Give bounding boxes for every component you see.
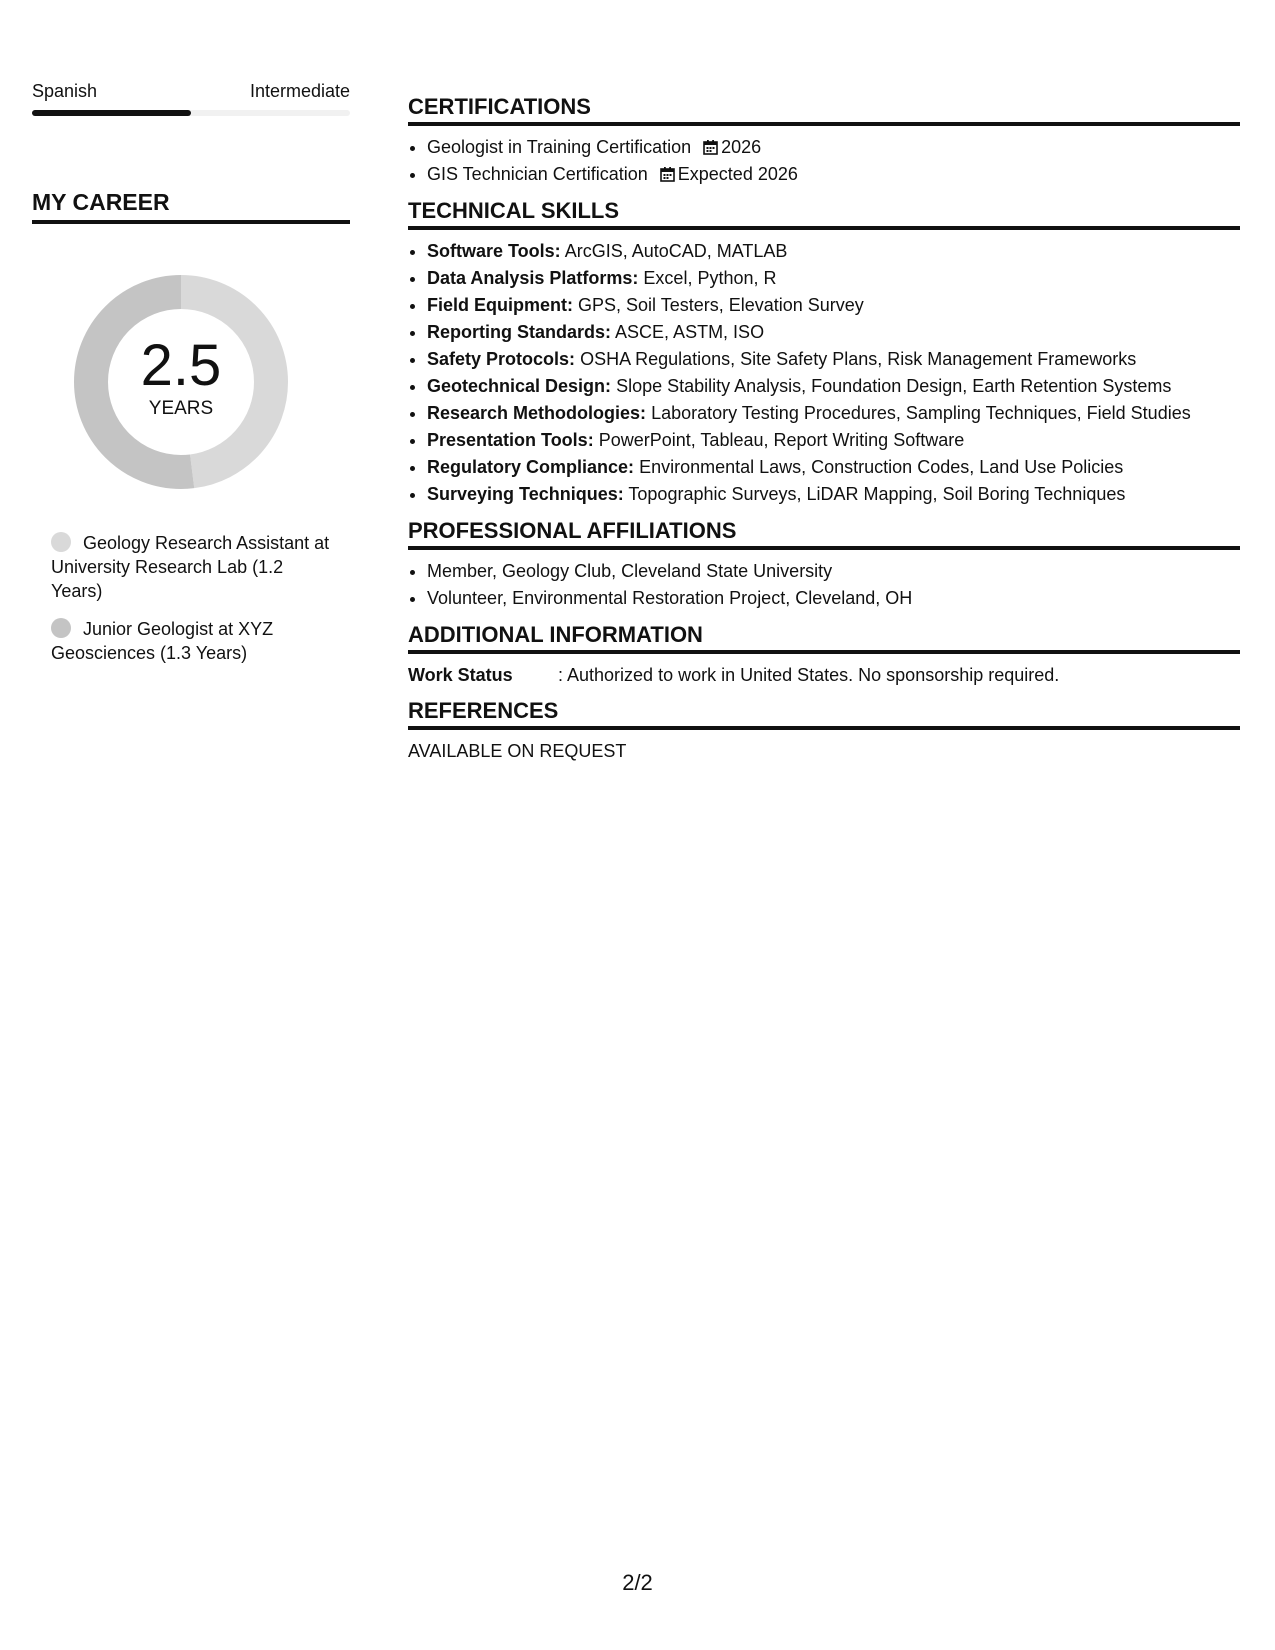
skill-value: Topographic Surveys, LiDAR Mapping, Soil Boring Techniques [628,484,1126,504]
skill-label: Field Equipment: [427,295,573,315]
skill-item [427,400,1240,427]
certification-item [427,134,1240,161]
skill-label: Geotechnical Design: [427,376,612,396]
skill-value: Laboratory Testing Procedures, Sampling Techniques, Field Studies [651,403,1191,423]
skill-label: Data Analysis Platforms: [427,268,639,288]
page-number: 2/2 [622,1570,653,1595]
skill-item [427,481,1240,508]
language-proficiency-bar [32,110,350,116]
skill-label: Research Methodologies: [427,403,647,423]
legend-dot-icon [51,532,71,552]
skill-value: Slope Stability Analysis, Foundation Design, Earth Retention Systems [616,376,1172,396]
skill-item [427,346,1240,373]
certification-name: GIS Technician Certification [427,164,648,184]
skill-value: ASCE, ASTM, ISO [615,322,765,342]
skill-label: Software Tools: [427,241,561,261]
career-legend-label: Junior Geologist at XYZ Geosciences (1.3 Years) [51,619,274,663]
skill-value: GPS, Soil Testers, Elevation Survey [578,295,864,315]
skill-value: OSHA Regulations, Site Safety Plans, Risk Management Frameworks [580,349,1137,369]
skill-value: ArcGIS, AutoCAD, MATLAB [564,241,788,261]
certification-date: Expected 2026 [677,164,798,184]
skill-item [427,238,1240,265]
language-name: Spanish [32,81,98,101]
language-row [32,80,350,102]
skill-value: PowerPoint, Tableau, Report Writing Software [598,430,965,450]
work-status-label: Work Status [408,665,513,685]
skill-label: Safety Protocols: [427,349,576,369]
certifications-title: CERTIFICATIONS [408,94,1240,126]
additional-info-section [408,622,1240,688]
affiliation-item: • Volunteer, Environmental Restoration Project, Cleveland, OH [427,585,1240,612]
work-status-row [408,662,1240,688]
affiliations-section [408,518,1240,612]
references-section [408,698,1240,764]
skill-label: Surveying Techniques: [427,484,624,504]
certification-item [427,161,1240,188]
skill-value: Excel, Python, R [643,268,777,288]
skill-label: Presentation Tools: [427,430,594,450]
skill-item [427,373,1240,400]
legend-dot-icon [51,618,71,638]
career-legend-item [51,531,331,603]
skill-item [427,292,1240,319]
language-level: Intermediate [249,81,350,101]
certification-name: Geologist in Training Certification [427,137,692,157]
career-heading: MY CAREER [32,188,350,224]
calendar-icon [703,139,718,155]
technical-skills-list [408,238,1240,508]
skill-item [427,265,1240,292]
references-title: REFERENCES [408,698,1240,730]
affiliation-item: • Member, Geology Club, Cleveland State University [427,558,1240,585]
certifications-list [408,134,1240,188]
career-legend-label: Geology Research Assistant at University Research Lab (1.2 Years) [51,533,330,601]
career-legend [51,531,331,665]
technical-skills-title: TECHNICAL SKILLS [408,198,1240,230]
skill-label: Regulatory Compliance: [427,457,635,477]
additional-info-title: ADDITIONAL INFORMATION [408,622,1240,654]
career-total-years: 2.5 [140,333,222,398]
donut-center [66,267,296,497]
right-column [408,94,1240,774]
skill-label: Reporting Standards: [427,322,612,342]
certifications-section [408,94,1240,188]
career-total-unit: YEARS [148,398,214,419]
language-proficiency-fill [32,110,191,116]
skill-item [427,319,1240,346]
career-donut-chart [66,267,296,497]
affiliations-title: PROFESSIONAL AFFILIATIONS [408,518,1240,550]
references-text: AVAILABLE ON REQUEST [408,741,627,761]
skill-value: Environmental Laws, Construction Codes, Land Use Policies [639,457,1124,477]
calendar-icon [660,166,675,182]
technical-skills-section [408,198,1240,508]
career-legend-item [51,617,331,665]
left-column [32,80,350,679]
work-status-value: : Authorized to work in United States. No sponsorship required. [558,665,1060,685]
affiliations-list [408,558,1240,612]
skill-item [427,427,1240,454]
skill-item [427,454,1240,481]
certification-date: 2026 [721,137,762,157]
